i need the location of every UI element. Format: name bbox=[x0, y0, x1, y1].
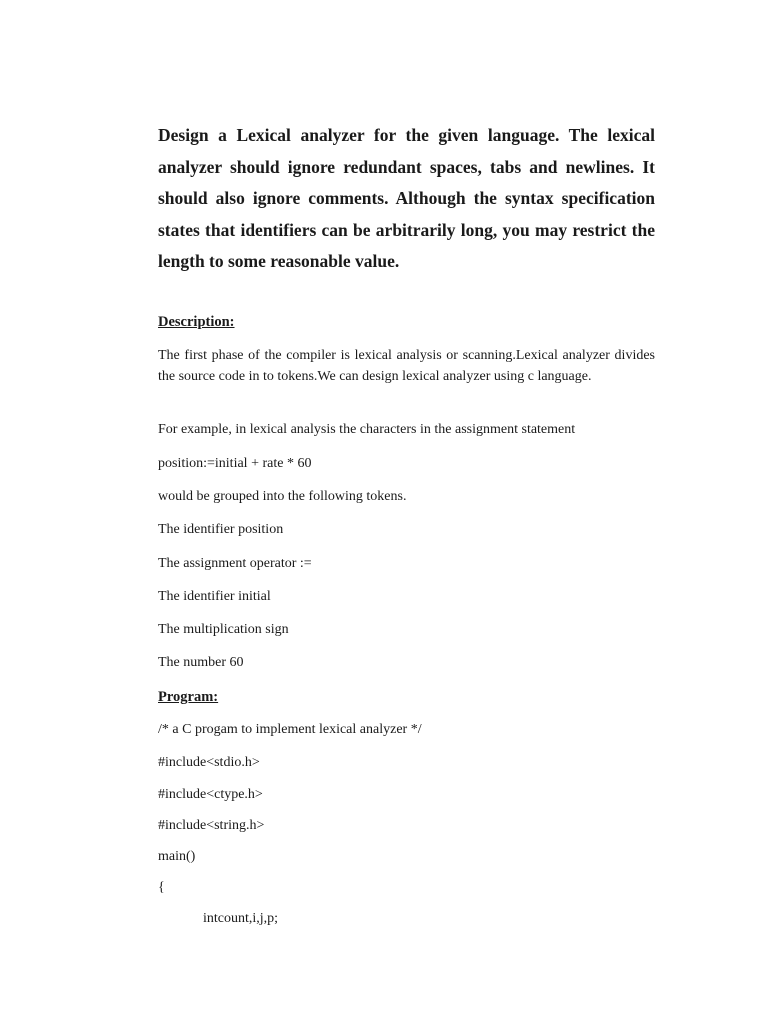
code-line: /* a C progam to implement lexical analyzer */ bbox=[158, 722, 422, 737]
code-line: intcount,i,j,p; bbox=[203, 911, 279, 926]
assignment-heading: Design a Lexical analyzer for the given language. The lexical analyzer should ignore redundant spaces, tabs and newlines. It should also ignore comments. Although the syntax specification states that identifiers can be arbitrarily long, you may restrict the length to some reasonable value. bbox=[158, 125, 655, 271]
token-item: The identifier position bbox=[158, 522, 284, 537]
assignment-statement: position:=initial + rate * 60 bbox=[158, 456, 312, 471]
program-title: Program: bbox=[158, 689, 219, 705]
token-item: The assignment operator := bbox=[158, 556, 312, 571]
code-line: #include<string.h> bbox=[158, 818, 265, 833]
description-paragraph: The first phase of the compiler is lexical analysis or scanning.Lexical analyzer divides the source code in to tokens.We can design lexical analyzer using c language. bbox=[158, 348, 655, 384]
code-line: { bbox=[158, 880, 165, 895]
description-title: Description: bbox=[158, 314, 235, 330]
grouping-text: would be grouped into the following tokens. bbox=[158, 489, 407, 504]
token-item: The multiplication sign bbox=[158, 622, 289, 637]
code-line: #include<stdio.h> bbox=[158, 755, 260, 770]
code-line: main() bbox=[158, 849, 196, 864]
example-intro: For example, in lexical analysis the characters in the assignment statement bbox=[158, 422, 576, 437]
token-item: The identifier initial bbox=[158, 589, 271, 604]
token-item: The number 60 bbox=[158, 655, 244, 670]
code-line: #include<ctype.h> bbox=[158, 787, 263, 802]
